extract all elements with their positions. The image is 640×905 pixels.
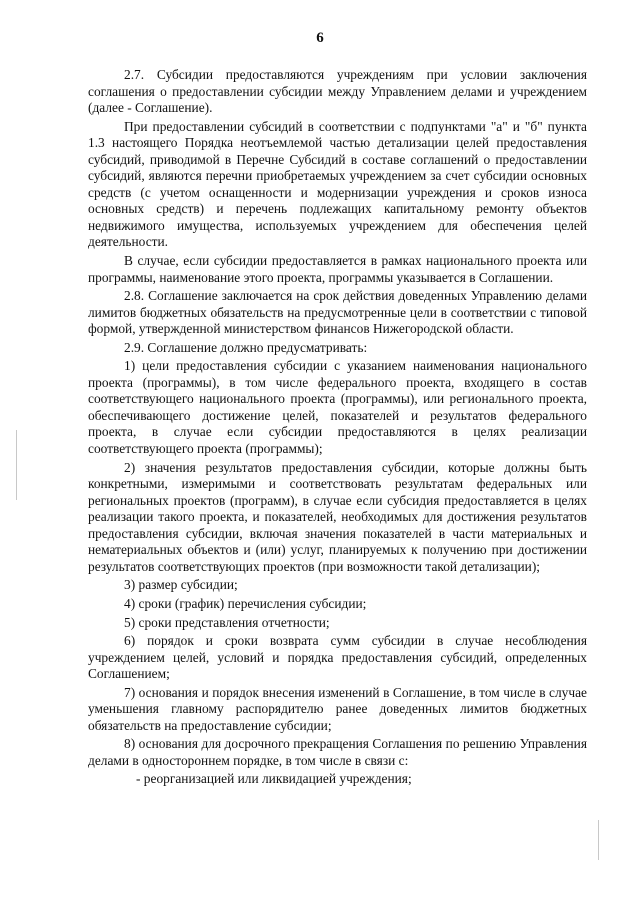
page-number: 6 (316, 30, 324, 46)
paragraph-national-project: В случае, если субсидии предоставляется в рамках национального проекта или программы, наименование этого проекта, программы указывается в Соглашении. (88, 253, 587, 285)
list-item-4: 4) сроки (график) перечисления субсидии; (124, 595, 367, 611)
list-item-6: 6) порядок и сроки возврата сумм субсидии в случае несоблюдения учреждением целей, условий и порядка предоставления субсидий, определенных Соглашением; (88, 633, 587, 682)
list-item-7: 7) основания и порядок внесения изменений в Соглашение, в том числе в случае уменьшения главному распорядителю ранее доведенных лимитов бюджетных обязательств на предоставление субсидии; (88, 684, 587, 733)
list-subitem-reorganization: - реорганизацией или ликвидацией учреждения; (136, 771, 412, 787)
list-item-3: 3) размер субсидии; (124, 577, 238, 593)
scan-artifact-line (598, 820, 599, 860)
paragraph-2-9: 2.9. Соглашение должно предусматривать: (124, 339, 368, 355)
list-item-2: 2) значения результатов предоставления субсидии, которые должны быть конкретными, измеримыми и соответствовать результатам федеральных или региональных проектов (программ), в случае если субсидия предоставляется в целях реализации такого проекта, и показателей, необходимых для достижения результатов предоставления субсидии, включая значения показателей в части материальных и нематериальных объектов и (или) услуг, планируемых к получению при достижении результатов соответствующих проектов (при возможности такой детализации); (88, 459, 587, 574)
paragraph-2-7: 2.7. Субсидии предоставляются учреждениям при условии заключения соглашения о предоставлении субсидии между Управлением делами и учреждением (далее - Соглашение). (88, 67, 587, 116)
list-item-5: 5) сроки представления отчетности; (124, 614, 330, 630)
scan-artifact-line (16, 430, 17, 500)
paragraph-2-8: 2.8. Соглашение заключается на срок действия доведенных Управлению делами лимитов бюджетных обязательств на предусмотренные цели в соответствии с типовой формой, утвержденной министерством финансов Нижегородской области. (88, 288, 587, 337)
list-item-8: 8) основания для досрочного прекращения Соглашения по решению Управления делами в одностороннем порядке, в том числе в связи с: (88, 736, 587, 768)
paragraph-asset-lists: При предоставлении субсидий в соответствии с подпунктами "а" и "б" пункта 1.3 настоящего Порядка неотъемлемой частью детализации целей предоставления субсидий, приводимой в Перечне Субсидий в составе соглашений о предоставлении субсидий, являются перечни приобретаемых учреждением за счет субсидии основных средств (с учетом оснащенности и модернизации учреждения и сроков износа основных средств) и перечень подлежащих капитальному ремонту объектов недвижимого имущества, используемых учреждением для обеспечения целей деятельности. (88, 118, 587, 250)
list-item-1: 1) цели предоставления субсидии с указанием наименования национального проекта (программы), в том числе федерального проекта, входящего в состав соответствующего национального проекта (программы), или регионального проекта, обеспечивающего достижение целей, показателей и результатов федерального проекта, в случае если субсидии предоставляются в целях реализации соответствующего проекта (программы); (88, 358, 587, 457)
document-body (88, 67, 587, 788)
